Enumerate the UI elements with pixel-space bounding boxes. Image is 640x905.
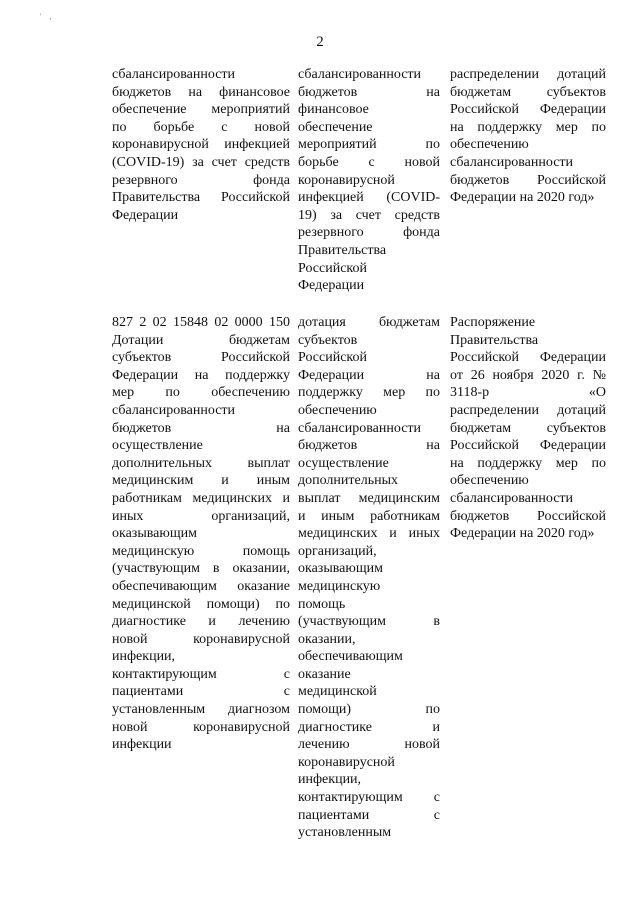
text-line: организаций,: [298, 543, 377, 559]
text-line: 3118-р «О: [450, 385, 606, 401]
text-line: инфекцией (COVID-: [298, 190, 440, 206]
text-line: Распоряжение: [450, 315, 536, 330]
text-line: пациентами с: [298, 807, 440, 823]
text-line: иных организаций,: [112, 508, 290, 524]
text-line: оказании,: [298, 631, 356, 647]
text-line: обеспечению: [298, 402, 377, 418]
text-line: Правительства: [298, 242, 387, 258]
text-line: новой коронавирусной: [112, 719, 290, 735]
text-line: на поддержку мер по: [450, 455, 606, 471]
text-line: бюджетам субъектов: [450, 84, 606, 100]
text-line: (участвующим в оказании,: [112, 561, 290, 577]
text-line: от 26 ноября 2020 г. №: [450, 367, 606, 383]
text-line: медицинских и иных: [298, 526, 440, 542]
text-line: Федерации на 2020 год»: [450, 190, 595, 206]
text-line: медицинским и иным: [112, 473, 290, 489]
text-line: установленным диагнозом: [112, 702, 290, 718]
text-line: (участвующим в: [298, 614, 440, 630]
text-line: медицинскую помощь: [112, 543, 290, 559]
text-line: сбалансированности: [112, 67, 236, 82]
text-line: пациентами с: [112, 684, 290, 700]
text-line: Российской: [298, 260, 367, 276]
text-line: Правительства: [450, 332, 539, 348]
text-line: бюджетам субъектов: [450, 420, 606, 436]
text-line: Федерации: [298, 278, 365, 294]
text-line: поддержку мер по: [298, 385, 440, 401]
text-line: медицинскую: [298, 578, 381, 594]
text-line: инфекции: [112, 737, 172, 753]
text-line: коронавирусной: [298, 754, 395, 770]
text-line: Российской: [298, 350, 367, 366]
text-line: Федерации на: [298, 367, 440, 383]
text-line: коронавирусной инфекцией: [112, 137, 290, 153]
text-line: осуществление: [298, 455, 389, 471]
text-line: сбалансированности: [298, 67, 422, 82]
text-line: медицинской: [298, 684, 377, 700]
row2-column2-text: [298, 314, 440, 842]
text-line: дотация бюджетам: [298, 315, 440, 330]
text-line: работникам медицинских и: [112, 490, 290, 506]
text-line: контактирующим с: [298, 790, 440, 806]
text-line: установленным: [298, 825, 392, 841]
text-line: обеспечению: [450, 137, 529, 153]
text-line: Правительства Российской: [112, 190, 290, 206]
text-line: сбалансированности: [112, 402, 236, 418]
text-line: бюджетов на: [112, 420, 290, 436]
text-line: борьбе с новой: [298, 154, 440, 170]
text-line: оказание: [298, 666, 351, 682]
row1-column1-text: [112, 66, 290, 224]
text-line: мер по обеспечению: [112, 385, 290, 401]
text-line: Российской Федерации: [450, 350, 606, 366]
text-line: обеспечивающим оказание: [112, 578, 290, 594]
text-line: выплат медицинским: [298, 490, 440, 506]
text-line: бюджетов Российской: [450, 172, 606, 188]
text-line: диагностике и лечению: [112, 614, 290, 630]
text-line: обеспечивающим: [298, 649, 403, 665]
text-line: оказывающим: [298, 561, 383, 577]
corner-mark: ' ,: [40, 12, 55, 21]
text-line: распределении дотаций: [450, 67, 606, 82]
text-line: помощи) по: [298, 702, 440, 718]
text-line: Федерации на 2020 год»: [450, 526, 595, 542]
text-line: дополнительных выплат: [112, 455, 290, 471]
text-line: субъектов: [298, 332, 358, 348]
text-line: Федерации на поддержку: [112, 367, 290, 383]
text-line: мероприятий по: [298, 137, 440, 153]
text-line: (COVID-19) за счет средств: [112, 154, 290, 170]
text-line: субъектов Российской: [112, 350, 290, 366]
text-line: дополнительных: [298, 473, 399, 489]
text-line: резервного фонда: [298, 225, 440, 241]
text-line: инфекции,: [112, 649, 176, 665]
row1-column3-text: [450, 66, 606, 207]
page-number: 2: [316, 34, 324, 50]
text-line: бюджетов на финансовое: [112, 84, 290, 100]
text-line: на поддержку мер по: [450, 119, 606, 135]
text-line: и иным работникам: [298, 508, 440, 524]
row2-column1-text: [112, 314, 290, 754]
text-line: Дотации бюджетам: [112, 332, 290, 348]
text-line: сбалансированности: [450, 154, 574, 170]
text-line: бюджетов на: [298, 438, 440, 454]
text-line: помощь: [298, 596, 346, 612]
text-line: осуществление: [112, 438, 203, 454]
text-line: Российской Федерации: [450, 438, 606, 454]
text-line: 19) за счет средств: [298, 207, 440, 223]
row2-column3-text: [450, 314, 606, 543]
text-line: распределении дотаций: [450, 402, 606, 418]
row1-column2-text: [298, 66, 440, 295]
text-line: обеспечению: [450, 473, 529, 489]
text-line: финансовое: [298, 102, 369, 118]
text-line: новой коронавирусной: [112, 631, 290, 647]
text-line: инфекции,: [298, 772, 362, 788]
text-line: медицинской помощи) по: [112, 596, 290, 612]
text-line: резервного фонда: [112, 172, 290, 188]
text-line: 827 2 02 15848 02 0000 150: [112, 315, 290, 330]
text-line: контактирующим с: [112, 666, 290, 682]
text-line: бюджетов на: [298, 84, 440, 100]
text-line: сбалансированности: [450, 490, 574, 506]
text-line: Федерации: [112, 207, 179, 223]
text-line: бюджетов Российской: [450, 508, 606, 524]
text-line: диагностике и: [298, 719, 440, 735]
text-line: по борьбе с новой: [112, 119, 290, 135]
text-line: сбалансированности: [298, 420, 422, 436]
text-line: обеспечение: [298, 119, 373, 135]
text-line: коронавирусной: [298, 172, 395, 188]
text-line: лечению новой: [298, 737, 440, 753]
text-line: оказывающим: [112, 526, 197, 542]
text-line: Российской Федерации: [450, 102, 606, 118]
text-line: обеспечение мероприятий: [112, 102, 290, 118]
